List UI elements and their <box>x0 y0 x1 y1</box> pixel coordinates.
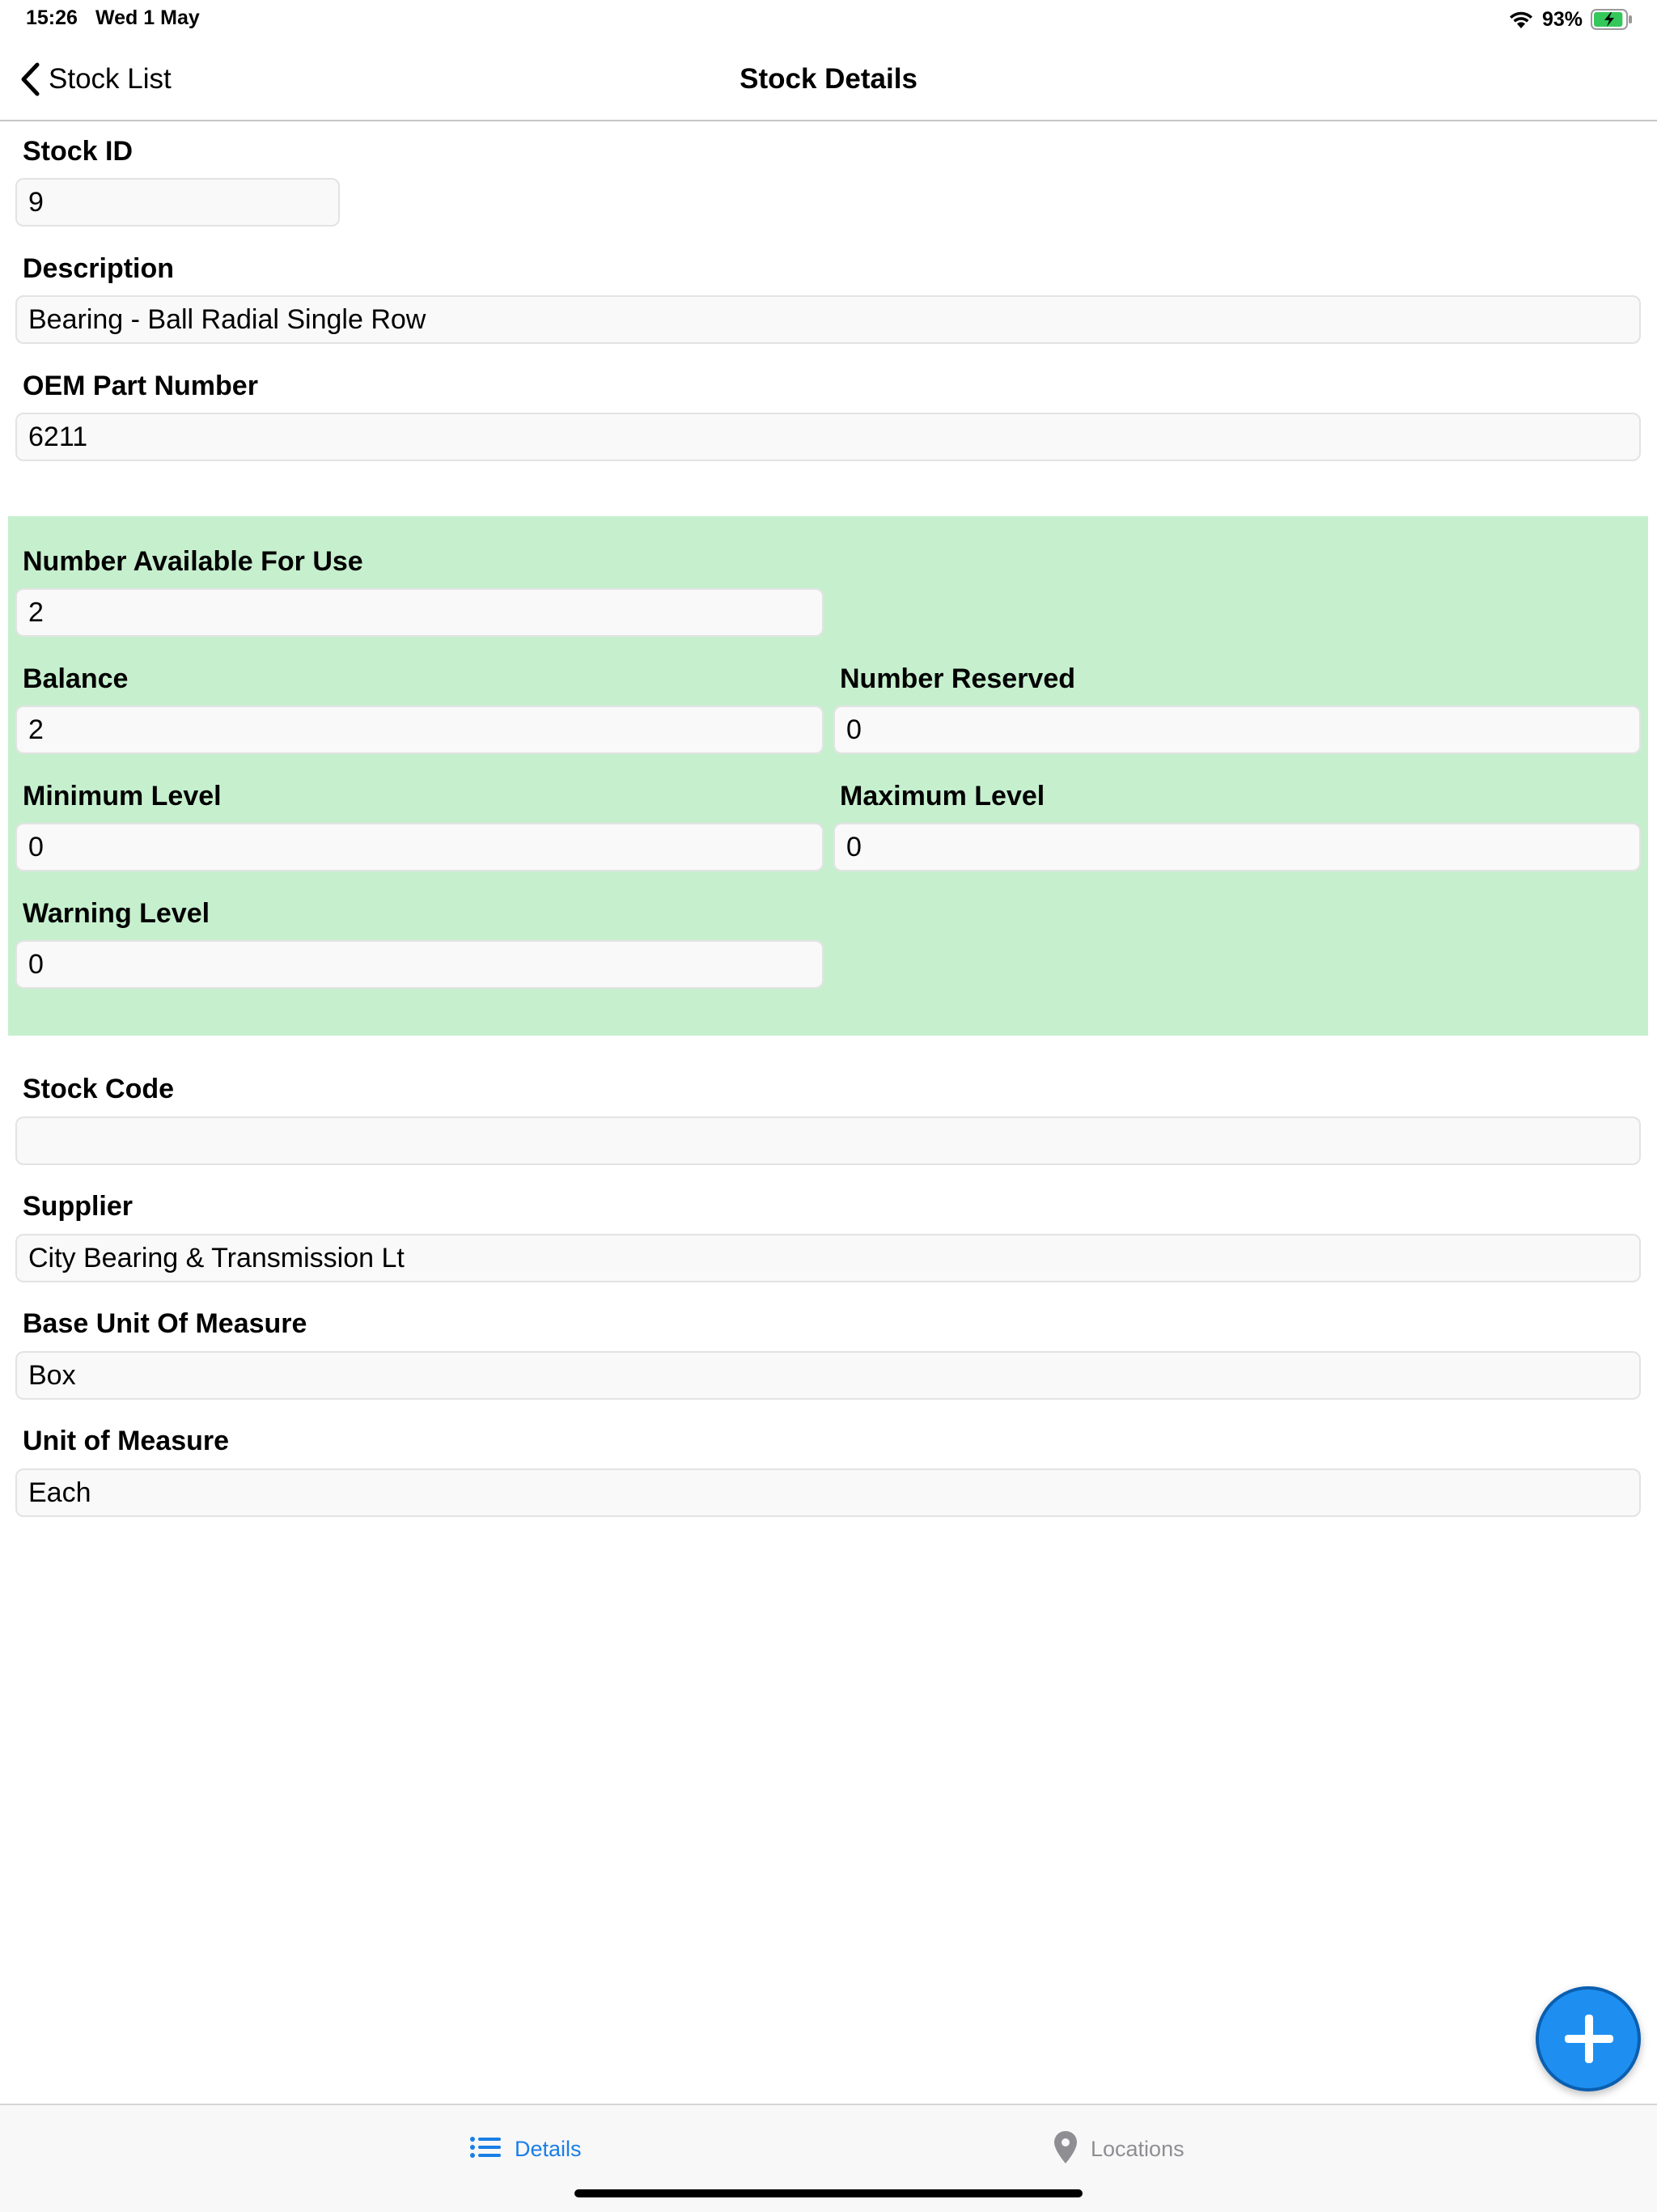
warning-level-field[interactable]: 0 <box>15 940 824 989</box>
battery-percent: 93% <box>1541 7 1583 31</box>
oem-part-number-field[interactable]: 6211 <box>15 413 1641 461</box>
stock-code-label: Stock Code <box>23 1074 175 1104</box>
maximum-level-label: Maximum Level <box>840 781 1045 811</box>
number-reserved-field[interactable]: 0 <box>833 706 1641 754</box>
status-bar <box>0 0 1657 39</box>
add-button[interactable] <box>1536 1986 1641 2091</box>
description-field[interactable]: Bearing - Ball Radial Single Row <box>15 295 1641 344</box>
home-indicator <box>574 2189 1083 2197</box>
tab-locations[interactable] <box>1053 2129 1184 2168</box>
supplier-field[interactable]: City Bearing & Transmission Lt <box>15 1234 1641 1282</box>
status-date: Wed 1 May <box>95 6 200 29</box>
number-available-label: Number Available For Use <box>23 546 363 577</box>
tab-details-label: Details <box>515 2136 582 2161</box>
stock-id-label: Stock ID <box>23 136 133 167</box>
unit-of-measure-label: Unit of Measure <box>23 1426 230 1456</box>
status-indicators <box>1508 5 1633 34</box>
page-title: Stock Details <box>740 63 917 95</box>
wifi-icon <box>1508 9 1534 30</box>
unit-of-measure-field[interactable]: Each <box>15 1468 1641 1517</box>
navigation-bar <box>0 39 1657 121</box>
description-label: Description <box>23 253 175 284</box>
balance-label: Balance <box>23 663 129 694</box>
minimum-level-label: Minimum Level <box>23 781 222 811</box>
stock-id-field[interactable]: 9 <box>15 178 340 227</box>
number-reserved-label: Number Reserved <box>840 663 1076 694</box>
maximum-level-field[interactable]: 0 <box>833 823 1641 871</box>
location-pin-icon <box>1053 2130 1078 2168</box>
tab-locations-label: Locations <box>1091 2136 1184 2161</box>
tab-details[interactable] <box>469 2129 582 2168</box>
number-available-field[interactable]: 2 <box>15 588 824 637</box>
back-button-label: Stock List <box>49 63 172 95</box>
base-unit-field[interactable]: Box <box>15 1351 1641 1400</box>
battery-charging-icon <box>1591 9 1633 30</box>
supplier-label: Supplier <box>23 1191 133 1222</box>
warning-level-label: Warning Level <box>23 898 210 929</box>
base-unit-label: Base Unit Of Measure <box>23 1308 307 1339</box>
list-icon <box>469 2136 502 2163</box>
oem-part-number-label: OEM Part Number <box>23 371 258 401</box>
balance-field[interactable]: 2 <box>15 706 824 754</box>
minimum-level-field[interactable]: 0 <box>15 823 824 871</box>
stock-code-field[interactable] <box>15 1117 1641 1165</box>
status-time: 15:26 <box>26 6 78 29</box>
